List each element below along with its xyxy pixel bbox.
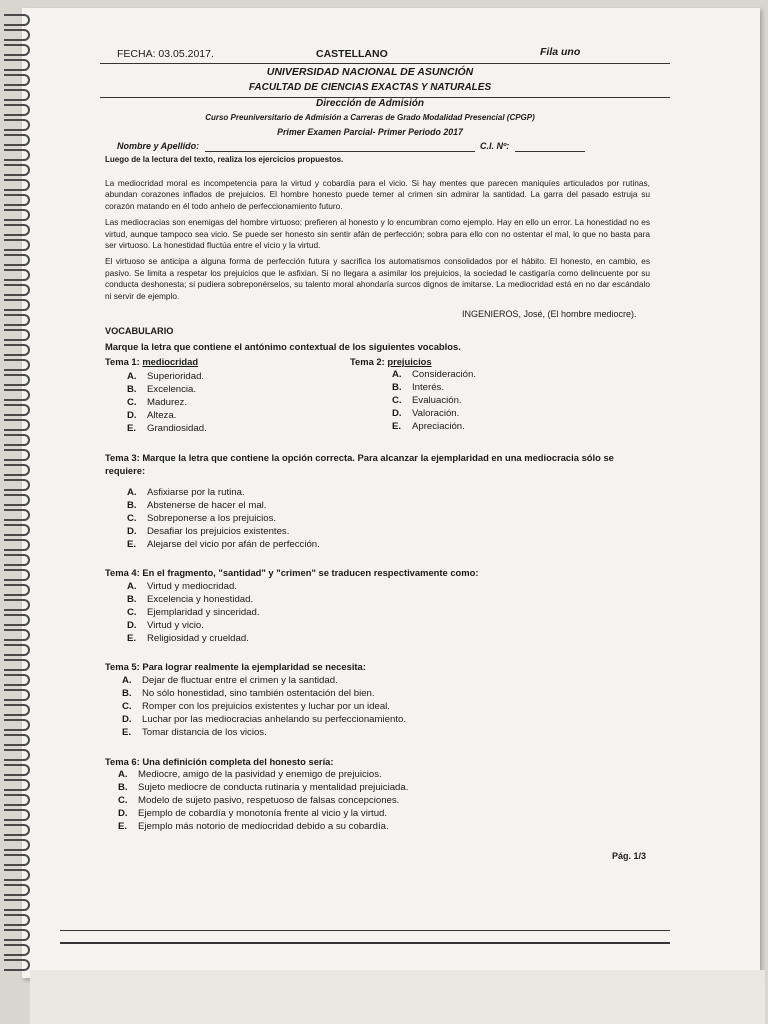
option-text: Luchar por las mediocracias anhelando su perfeccionamiento. [142, 714, 406, 725]
spiral-ring [4, 659, 30, 671]
tema6-option-a[interactable] [118, 768, 408, 781]
spiral-ring [4, 749, 30, 761]
option-text: Apreciación. [412, 421, 465, 432]
tema2-option-d[interactable] [392, 407, 476, 420]
spiral-ring [4, 509, 30, 521]
option-text: Consideración. [412, 369, 476, 380]
option-letter: B. [127, 594, 137, 605]
tema1-option-b[interactable] [127, 383, 207, 396]
spiral-ring [4, 479, 30, 491]
option-letter: E. [127, 423, 137, 434]
instruction: Luego de la lectura del texto, realiza los ejercicios propuestos. [105, 155, 344, 164]
ci-field[interactable] [515, 151, 585, 152]
spiral-ring [4, 344, 30, 356]
tema1-option-a[interactable] [127, 370, 207, 383]
option-letter: D. [127, 410, 137, 421]
tema1-label: Tema 1: [105, 356, 140, 367]
vocab-title: VOCABULARIO [105, 326, 174, 336]
spiral-ring [4, 869, 30, 881]
spiral-ring [4, 89, 30, 101]
option-letter: B. [122, 688, 132, 699]
option-letter: A. [127, 487, 137, 498]
option-text: Virtud y mediocridad. [147, 581, 237, 592]
spiral-ring [4, 884, 30, 896]
option-text: Interés. [412, 382, 444, 393]
spiral-ring [4, 239, 30, 251]
spiral-ring [4, 929, 30, 941]
tema4-option-d[interactable] [127, 619, 260, 632]
spiral-ring [4, 554, 30, 566]
tema4-option-e[interactable] [127, 632, 260, 645]
option-letter: D. [122, 714, 132, 725]
paragraph-3: El virtuoso se anticipa a alguna forma de perfección futura y sacrifica los automatismos consolidados por el hábito. El honesto, en cambio, es pasivo. Se limita a respetar los prejuicios que le asfixian. Si no llegara a asimilar los prejuicios, la sociedad le castigaría como delincuente por su conducta deshonesta; si pudiera sobreponérselos, su talento moral ahondaría surcos dignos de imitarse. La mediocridad está en no dar escándalo ni servir de ejemplo. [105, 256, 650, 301]
option-text: Desafiar los prejuicios existentes. [147, 526, 290, 537]
option-text: Valoración. [412, 408, 460, 419]
option-letter: C. [127, 397, 137, 408]
option-letter: D. [127, 620, 137, 631]
spiral-ring [4, 674, 30, 686]
underlying-page [30, 970, 765, 1024]
tema1-word: mediocridad [142, 356, 199, 367]
spiral-ring [4, 404, 30, 416]
spiral-ring [4, 434, 30, 446]
option-text: Virtud y vicio. [147, 620, 204, 631]
option-letter: C. [127, 607, 137, 618]
spiral-binding [0, 14, 30, 984]
option-letter: C. [118, 795, 128, 806]
option-letter: C. [392, 395, 402, 406]
spiral-ring [4, 419, 30, 431]
option-letter: D. [392, 408, 402, 419]
option-letter: B. [392, 382, 402, 393]
spiral-ring [4, 809, 30, 821]
spiral-ring [4, 944, 30, 956]
reading-text [105, 178, 650, 302]
option-text: Mediocre, amigo de la pasividad y enemigo de prejuicios. [138, 769, 382, 780]
page-number: Pág. 1/3 [612, 851, 647, 861]
tema6-options [118, 768, 408, 833]
spiral-ring [4, 74, 30, 86]
vocab-instruction: Marque la letra que contiene el antónimo contextual de los siguientes vocablos. [105, 341, 461, 352]
tema2-option-e[interactable] [392, 420, 476, 433]
option-letter: A. [127, 371, 137, 382]
spiral-ring [4, 134, 30, 146]
tema3-question: Tema 3: Marque la letra que contiene la opción correcta. Para alcanzar la ejemplaridad en una mediocracia sólo se requiere: [105, 452, 614, 476]
option-text: Sobreponerse a los prejuicios. [147, 513, 277, 524]
tema1-option-d[interactable] [127, 409, 207, 422]
spiral-ring [4, 164, 30, 176]
option-text: Excelencia. [147, 384, 197, 395]
tema1-option-c[interactable] [127, 396, 207, 409]
tema1-option-e[interactable] [127, 422, 207, 435]
spiral-ring [4, 599, 30, 611]
spiral-ring [4, 299, 30, 311]
spiral-ring [4, 824, 30, 836]
option-letter: B. [127, 500, 137, 511]
spiral-ring [4, 539, 30, 551]
name-label: Nombre y Apellido: [117, 141, 200, 151]
option-text: Alteza. [147, 410, 177, 421]
footer-rule [60, 930, 670, 931]
tema5-option-c[interactable] [122, 700, 406, 713]
option-text: Alejarse del vicio por afán de perfección. [147, 539, 320, 550]
option-letter: C. [127, 513, 137, 524]
option-text: Dejar de fluctuar entre el crimen y la santidad. [142, 675, 338, 686]
option-letter: A. [118, 769, 128, 780]
tema6-option-e[interactable] [118, 820, 408, 833]
option-text: Tomar distancia de los vicios. [142, 727, 267, 738]
faculty-name: FACULTAD DE CIENCIAS EXACTAS Y NATURALES [248, 82, 492, 93]
option-letter: D. [127, 526, 137, 537]
spiral-ring [4, 59, 30, 71]
spiral-ring [4, 959, 30, 971]
subject: CASTELLANO [316, 48, 388, 60]
spiral-ring [4, 104, 30, 116]
option-letter: A. [122, 675, 132, 686]
spiral-ring [4, 689, 30, 701]
spiral-ring [4, 44, 30, 56]
option-letter: E. [118, 821, 128, 832]
option-text: Modelo de sujeto pasivo, respetuoso de falsas concepciones. [138, 795, 400, 806]
paragraph-2: Las mediocracias son enemigas del hombre virtuoso: prefieren al honesto y lo encumbran como ejemplo. Hay en ello un error. La honestidad no es virtud, aunque tampoco sea vicio. Se puede ser honesto sin sentir afán de perfección; sobra para ello con no ostentar el mal, lo que no basta para ser virtuoso. La honestidad fluctúa entre el vicio y la virtud. [105, 217, 650, 251]
spiral-ring [4, 284, 30, 296]
spiral-ring [4, 389, 30, 401]
tema4-option-b[interactable] [127, 593, 260, 606]
option-letter: C. [122, 701, 132, 712]
spiral-ring [4, 584, 30, 596]
option-text: Ejemplo de cobardía y monotonía frente al vicio y la virtud. [138, 808, 388, 819]
tema6-option-d[interactable] [118, 807, 408, 820]
spiral-ring [4, 464, 30, 476]
spiral-ring [4, 854, 30, 866]
tema6-question: Tema 6: Una definición completa del honesto sería: [105, 756, 334, 767]
option-letter: E. [392, 421, 402, 432]
form-label: Fila uno [540, 46, 581, 58]
option-text: Asfixiarse por la rutina. [147, 487, 245, 498]
header-rule [100, 63, 670, 64]
tema4-option-a[interactable] [127, 580, 260, 593]
option-text: Grandiosidad. [147, 423, 207, 434]
spiral-ring [4, 719, 30, 731]
spiral-ring [4, 629, 30, 641]
tema5-option-a[interactable] [122, 674, 406, 687]
tema5-option-e[interactable] [122, 726, 406, 739]
tema3-option-c[interactable] [127, 512, 320, 525]
option-letter: A. [392, 369, 402, 380]
citation: INGENIEROS, José, (El hombre mediocre). [462, 309, 637, 319]
tema4-question: Tema 4: En el fragmento, "santidad" y "crimen" se traducen respectivamente como: [105, 567, 479, 578]
tema2-option-a[interactable] [392, 368, 476, 381]
option-letter: E. [127, 633, 137, 644]
tema2-word: prejuicios [387, 356, 432, 367]
tema3-option-b[interactable] [127, 499, 320, 512]
option-letter: E. [127, 539, 137, 550]
spiral-ring [4, 269, 30, 281]
spiral-ring [4, 374, 30, 386]
spiral-ring [4, 254, 30, 266]
tema1-options [127, 370, 207, 435]
spiral-ring [4, 764, 30, 776]
course-name: Curso Preuniversitario de Admisión a Carreras de Grado Modalidad Presencial (CPGP) [205, 113, 535, 122]
spiral-ring [4, 704, 30, 716]
option-text: Abstenerse de hacer el mal. [147, 500, 267, 511]
university-name: UNIVERSIDAD NACIONAL DE ASUNCIÓN [266, 66, 474, 78]
exam-name: Primer Examen Parcial- Primer Periodo 2017 [277, 127, 463, 137]
tema3-option-a[interactable] [127, 486, 320, 499]
option-text: No sólo honestidad, sino también ostentación del bien. [142, 688, 375, 699]
option-text: Romper con los prejuicios existentes y luchar por un ideal. [142, 701, 390, 712]
exam-date: FECHA: 03.05.2017. [117, 48, 214, 60]
spiral-ring [4, 524, 30, 536]
spiral-ring [4, 314, 30, 326]
paragraph-1: La mediocridad moral es incompetencia para la virtud y cobardía para el vicio. Si hay mentes que parecen maniquíes articulados por rutinas, abundan corazones inflados de prejuicios. El hombre honesto puede temer al crimen sin admirar la santidad. La garra del pasado estruja su corazón matando en él todo anhelo de perfeccionamiento futuro. [105, 178, 650, 211]
tema3-option-d[interactable] [127, 525, 320, 538]
spiral-ring [4, 614, 30, 626]
tema2-label: Tema 2: [350, 356, 385, 367]
name-field[interactable] [205, 151, 475, 152]
spiral-ring [4, 449, 30, 461]
direction: Dirección de Admisión [316, 98, 424, 109]
option-text: Ejemplo más notorio de mediocridad debido a su cobardía. [138, 821, 389, 832]
spiral-ring [4, 779, 30, 791]
option-text: Sujeto mediocre de conducta rutinaria y mentalidad prejuiciada. [138, 782, 409, 793]
spiral-ring [4, 839, 30, 851]
spiral-ring [4, 329, 30, 341]
tema5-option-d[interactable] [122, 713, 406, 726]
tema2-options [392, 368, 476, 433]
option-text: Ejemplaridad y sinceridad. [147, 607, 260, 618]
tema4-option-c[interactable] [127, 606, 260, 619]
tema5-option-b[interactable] [122, 687, 406, 700]
option-text: Madurez. [147, 397, 187, 408]
spiral-ring [4, 569, 30, 581]
tema1-heading [105, 356, 198, 367]
spiral-ring [4, 14, 30, 26]
spiral-ring [4, 899, 30, 911]
spiral-ring [4, 224, 30, 236]
option-letter: A. [127, 581, 137, 592]
option-text: Superioridad. [147, 371, 205, 382]
option-letter: E. [122, 727, 132, 738]
spiral-ring [4, 119, 30, 131]
footer-rule-2 [60, 942, 670, 944]
tema5-question: Tema 5: Para lograr realmente la ejemplaridad se necesita: [105, 661, 366, 672]
ci-label: C.I. Nº: [480, 141, 510, 151]
spiral-ring [4, 794, 30, 806]
spiral-ring [4, 644, 30, 656]
option-letter: B. [118, 782, 128, 793]
tema6-option-b[interactable] [118, 781, 408, 794]
spiral-ring [4, 734, 30, 746]
option-text: Excelencia y honestidad. [147, 594, 254, 605]
spiral-ring [4, 494, 30, 506]
tema2-heading [350, 356, 432, 367]
spiral-ring [4, 29, 30, 41]
option-text: Religiosidad y crueldad. [147, 633, 249, 644]
tema4-options [127, 580, 260, 645]
option-text: Evaluación. [412, 395, 462, 406]
spiral-ring [4, 209, 30, 221]
spiral-ring [4, 149, 30, 161]
tema3-options [127, 486, 320, 551]
option-letter: B. [127, 384, 137, 395]
option-letter: D. [118, 808, 128, 819]
tema2-option-c[interactable] [392, 394, 476, 407]
spiral-ring [4, 914, 30, 926]
spiral-ring [4, 194, 30, 206]
tema2-option-b[interactable] [392, 381, 476, 394]
tema6-option-c[interactable] [118, 794, 408, 807]
tema5-options [122, 674, 406, 739]
spiral-ring [4, 359, 30, 371]
spiral-ring [4, 179, 30, 191]
tema3-option-e[interactable] [127, 538, 320, 551]
